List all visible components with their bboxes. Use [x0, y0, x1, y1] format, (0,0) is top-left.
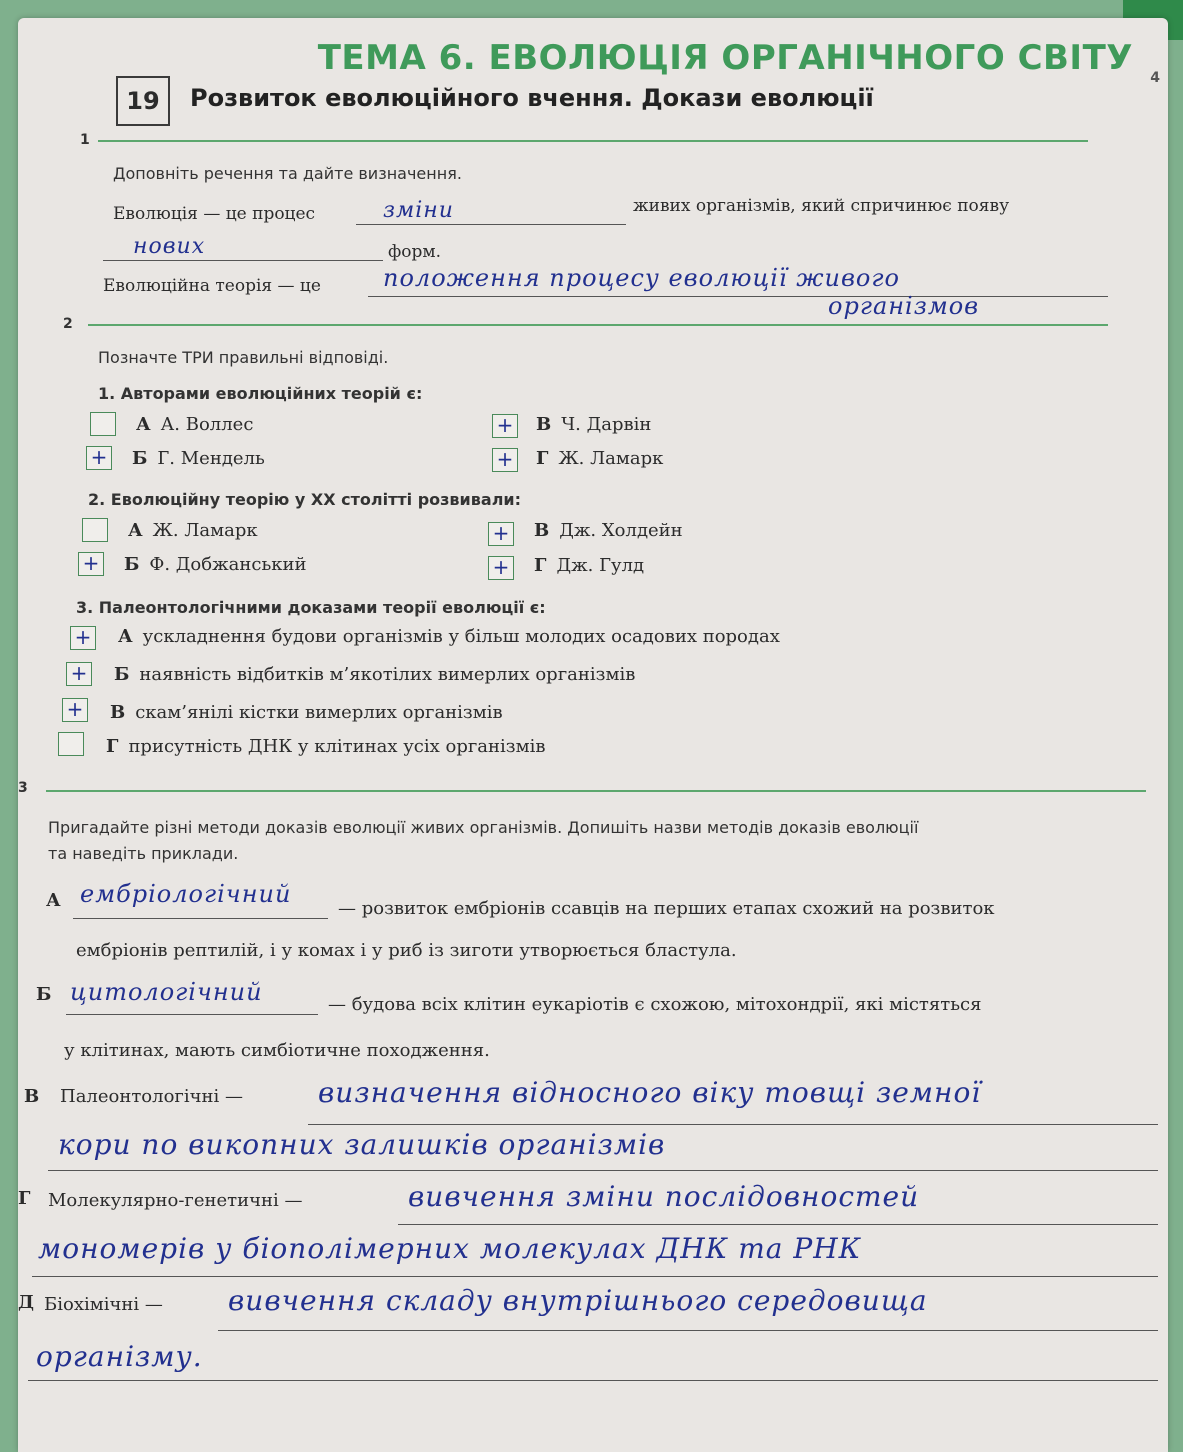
answer-line	[368, 296, 1108, 297]
method-a-letter: А	[46, 890, 61, 911]
theory-answer-1[interactable]: положення процесу еволюції живого	[383, 264, 900, 292]
lesson-title: Розвиток еволюційного вчення. Докази еволюції	[190, 84, 874, 112]
option-letter: А	[118, 626, 133, 647]
section-divider-2	[88, 324, 1108, 326]
section-number-2: 2	[63, 316, 73, 332]
method-g-label: Молекулярно-генетичні —	[48, 1190, 303, 1211]
option-q1-b	[132, 448, 265, 469]
method-d-label: Біохімічні —	[44, 1294, 163, 1315]
answer-line	[32, 1276, 1158, 1277]
answer-line	[356, 224, 626, 225]
method-v-answer-1[interactable]: визначення відносного віку товщі земної	[318, 1076, 982, 1109]
section3-instruction-1: Пригадайте різні методи доказів еволюції живих організмів. Допишіть назви методів доказів еволюції	[48, 818, 919, 837]
answer-line	[48, 1170, 1158, 1171]
topic-heading: ТЕМА 6. ЕВОЛЮЦІЯ ОРГАНІЧНОГО СВІТУ	[317, 38, 1133, 78]
section2-instruction: Позначте ТРИ правильні відповіді.	[98, 348, 389, 367]
option-text: Ж. Ламарк	[152, 520, 258, 541]
evolution-def-form: форм.	[388, 242, 442, 262]
lesson-number: 19	[116, 76, 170, 126]
option-text: Ф. Добжанський	[149, 554, 307, 575]
method-v-answer-2[interactable]: кори по викопних залишків організмів	[58, 1128, 666, 1161]
section3-instruction-2: та наведіть приклади.	[48, 844, 239, 863]
checkbox-q2-v[interactable]: +	[488, 522, 514, 546]
method-a-answer[interactable]: ембріологічний	[80, 880, 292, 908]
option-text: наявність відбитків м’якотілих вимерлих організмів	[139, 664, 636, 685]
checkbox-q1-v[interactable]: +	[492, 414, 518, 438]
option-q3-v	[110, 702, 503, 723]
answer-line	[73, 918, 328, 919]
option-letter: В	[534, 520, 550, 541]
checkbox-q2-a[interactable]	[82, 518, 108, 542]
option-letter: А	[136, 414, 151, 435]
option-text: Дж. Гулд	[556, 555, 645, 576]
answer-line	[103, 260, 383, 261]
section1-instruction: Доповніть речення та дайте визначення.	[113, 164, 462, 183]
option-letter: В	[536, 414, 552, 435]
answer-line	[398, 1224, 1158, 1225]
checkbox-q1-g[interactable]: +	[492, 448, 518, 472]
method-v-letter: В	[24, 1086, 40, 1107]
method-d-letter: Д	[18, 1292, 35, 1313]
question-3-title: 3. Палеонтологічними доказами теорії еволюції є:	[76, 598, 546, 617]
option-q1-g	[536, 448, 663, 469]
answer-line	[28, 1380, 1158, 1381]
option-text: Дж. Холдейн	[559, 520, 683, 541]
option-q3-g	[106, 736, 545, 757]
option-q3-a	[118, 626, 780, 647]
method-v-label: Палеонтологічні —	[60, 1086, 243, 1107]
evolution-answer-1[interactable]: зміни	[383, 198, 454, 223]
checkbox-q3-v[interactable]: +	[62, 698, 88, 722]
checkbox-q1-b[interactable]: +	[86, 446, 112, 470]
method-d-answer-1[interactable]: вивчення складу внутрішнього середовища	[228, 1284, 928, 1317]
option-q1-a	[136, 414, 253, 435]
option-letter: Г	[536, 448, 549, 469]
method-g-letter: Г	[18, 1188, 31, 1209]
option-letter: Г	[534, 555, 547, 576]
checkbox-q2-g[interactable]: +	[488, 556, 514, 580]
answer-line	[66, 1014, 318, 1015]
option-text: А. Воллес	[160, 414, 254, 435]
option-q2-v	[534, 520, 683, 541]
method-b-letter: Б	[36, 984, 52, 1005]
option-letter: В	[110, 702, 126, 723]
option-q2-b	[124, 554, 307, 575]
option-text: присутність ДНК у клітинах усіх організмів	[128, 736, 546, 757]
section-divider-1	[98, 140, 1088, 142]
option-letter: Б	[132, 448, 148, 469]
option-text: Ж. Ламарк	[558, 448, 664, 469]
option-q2-g	[534, 555, 644, 576]
evolution-def-start: Еволюція — це процес	[113, 204, 316, 224]
theory-answer-2[interactable]: організмов	[828, 292, 980, 320]
method-b-text-1: — будова всіх клітин еукаріотів є схожою, мітохондрії, які містяться	[328, 994, 982, 1015]
question-1-title: 1. Авторами еволюційних теорій є:	[98, 384, 423, 403]
workbook-page	[18, 18, 1168, 1452]
option-text: Ч. Дарвін	[561, 414, 652, 435]
method-b-text-2: у клітинах, мають симбіотичне походження.	[64, 1040, 490, 1061]
answer-line	[218, 1330, 1158, 1331]
evolution-answer-2[interactable]: нових	[133, 234, 206, 259]
method-b-answer[interactable]: цитологічний	[70, 978, 263, 1006]
checkbox-q3-g[interactable]	[58, 732, 84, 756]
checkbox-q3-a[interactable]: +	[70, 626, 96, 650]
option-q1-v	[536, 414, 651, 435]
method-g-answer-2[interactable]: мономерів у біополімерних молекулах ДНК та РНК	[38, 1232, 862, 1265]
option-q3-b	[114, 664, 635, 685]
option-letter: Б	[124, 554, 140, 575]
checkbox-q1-a[interactable]	[90, 412, 116, 436]
checkbox-q2-b[interactable]: +	[78, 552, 104, 576]
section-number-3: 3	[18, 780, 28, 796]
page-marker: 4	[1150, 70, 1160, 86]
method-a-text-1: — розвиток ембріонів ссавців на перших етапах схожий на розвиток	[338, 898, 995, 919]
question-2-title: 2. Еволюційну теорію у ХХ столітті розвивали:	[88, 490, 522, 509]
option-text: ускладнення будови організмів у більш молодих осадових породах	[142, 626, 780, 647]
theory-def-start: Еволюційна теорія — це	[103, 276, 321, 296]
section-number-1: 1	[80, 132, 90, 148]
method-d-answer-2[interactable]: організму.	[36, 1340, 203, 1373]
option-q2-a	[128, 520, 258, 541]
method-a-text-2: ембріонів рептилій, і у комах і у риб із зиготи утворюється бластула.	[76, 940, 737, 961]
method-g-answer-1[interactable]: вивчення зміни послідовностей	[408, 1180, 920, 1213]
option-letter: Г	[106, 736, 119, 757]
option-letter: А	[128, 520, 143, 541]
option-letter: Б	[114, 664, 130, 685]
checkbox-q3-b[interactable]: +	[66, 662, 92, 686]
option-text: Г. Мендель	[157, 448, 265, 469]
evolution-def-end: живих організмів, який спричинює появу	[633, 196, 1010, 216]
option-text: скам’янілі кістки вимерлих організмів	[135, 702, 503, 723]
section-divider-3	[46, 790, 1146, 792]
answer-line	[308, 1124, 1158, 1125]
